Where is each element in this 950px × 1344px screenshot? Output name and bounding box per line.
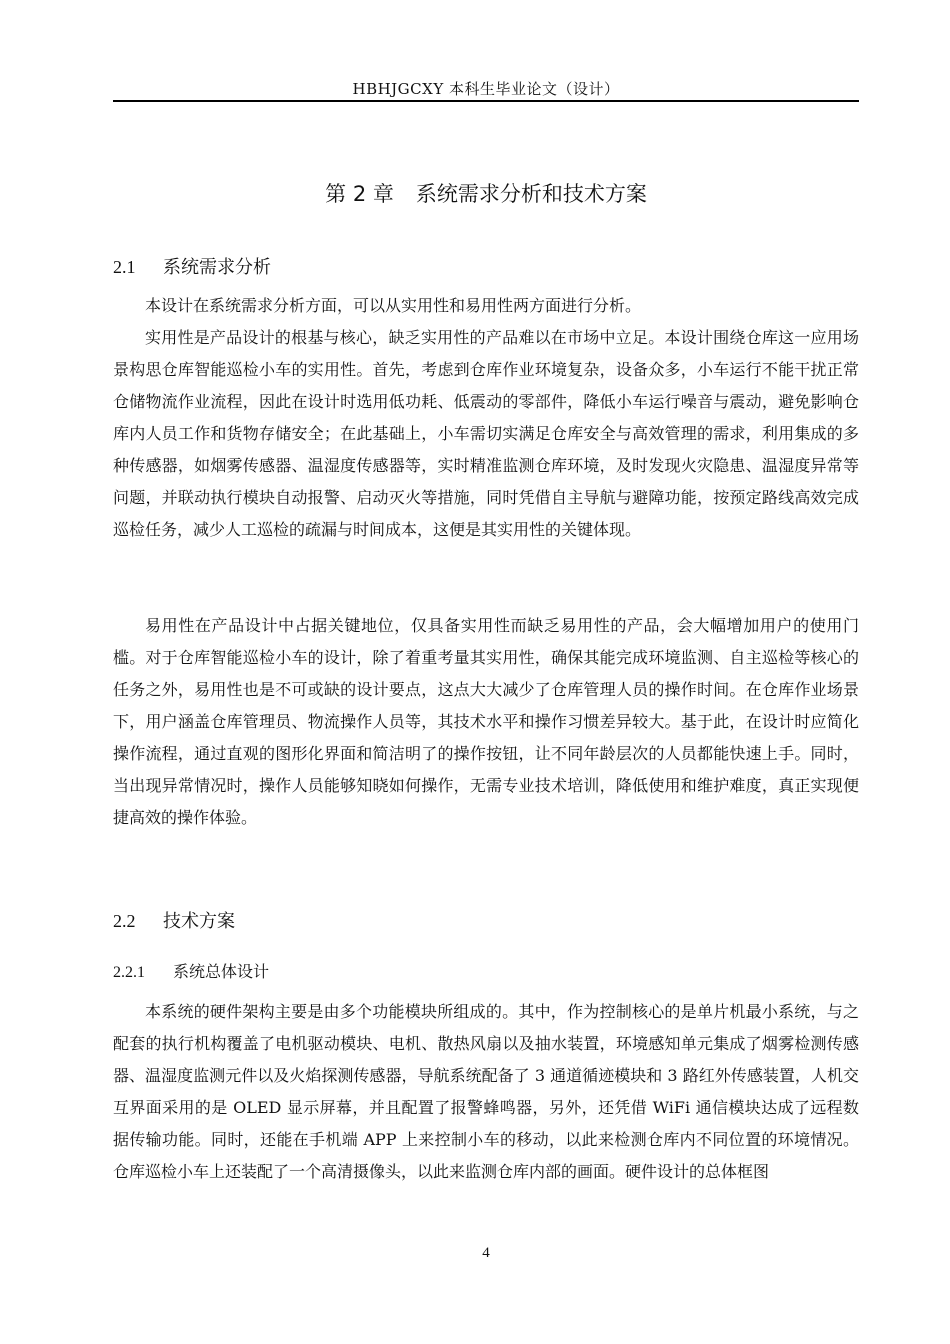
paragraph-usability: 易用性在产品设计中占据关键地位，仅具备实用性而缺乏易用性的产品，会大幅增加用户的使用门槛。对于仓库智能巡检小车的设计，除了着重考量其实用性，确保其能完成环境监测、自主巡检等核心的任务之外，易用性也是不可或缺的设计要点，这点大大减少了仓库管理人员的操作时间。在仓库作业场景下，用户涵盖仓库管理员、物流操作人员等，其技术水平和操作习惯差异较大。基于此，在设计时应简化操作流程，通过直观的图形化界面和简洁明了的操作按钮，让不同年龄层次的人员都能快速上手。同时，当出现异常情况时，操作人员能够知晓如何操作，无需专业技术培训，降低使用和维护难度，真正实现便捷高效的操作体验。	[113, 616, 859, 827]
paragraph-intro: 本设计在系统需求分析方面，可以从实用性和易用性两方面进行分析。	[145, 296, 642, 315]
section-number: 2.2	[113, 911, 136, 931]
header-divider	[113, 100, 859, 102]
running-header: HBHJGCXY 本科生毕业论文（设计）	[352, 80, 620, 98]
subsection-title: 系统总体设计	[173, 962, 270, 981]
chapter-title	[113, 178, 859, 208]
paragraph-system-design: 本系统的硬件架构主要是由多个功能模块所组成的。其中，作为控制核心的是单片机最小系统，与之配套的执行机构覆盖了电机驱动模块、电机、散热风扇以及抽水装置，环境感知单元集成了烟雾检测传感器、温湿度监测元件以及火焰探测传感器，导航系统配备了 3 通道循迹模块和 3 路红外传感装置，人机交互界面采用的是 OLED 显示屏幕，并且配置了报警蜂鸣器，另外，还凭借 WiFi 通信模块达成了远程数据传输功能。同时，还能在手机端 APP 上来控制小车的移动，以此来检测仓库内不同位置的环境情况。仓库巡检小车上还装配了一个高清摄像头，以此来监测仓库内部的画面。硬件设计的总体框图	[113, 1002, 859, 1181]
subsection-number: 2.2.1	[113, 964, 145, 981]
section-heading-2-1	[113, 253, 271, 279]
section-number: 2.1	[113, 257, 136, 277]
chapter-title-text: 系统需求分析和技术方案	[415, 182, 647, 206]
section-title: 技术方案	[163, 911, 235, 932]
section-heading-2-2	[113, 907, 235, 933]
paragraph-practicality: 实用性是产品设计的根基与核心，缺乏实用性的产品难以在市场中立足。本设计围绕仓库这一应用场景构思仓库智能巡检小车的实用性。首先，考虑到仓库作业环境复杂，设备众多，小车运行不能干扰正常仓储物流作业流程，因此在设计时选用低功耗、低震动的零部件，降低小车运行噪音与震动，避免影响仓库内人员工作和货物存储安全；在此基础上，小车需切实满足仓库安全与高效管理的需求，利用集成的多种传感器，如烟雾传感器、温湿度传感器等，实时精准监测仓库环境，及时发现火灾隐患、温湿度异常等问题，并联动执行模块自动报警、启动灭火等措施，同时凭借自主导航与避障功能，按预定路线高效完成巡检任务，减少人工巡检的疏漏与时间成本，这便是其实用性的关键体现。	[113, 328, 859, 539]
page-number: 4	[482, 1245, 490, 1261]
chapter-number: 第 2 章	[325, 182, 394, 206]
section-title: 系统需求分析	[163, 257, 271, 278]
subsection-heading-2-2-1	[113, 959, 269, 982]
